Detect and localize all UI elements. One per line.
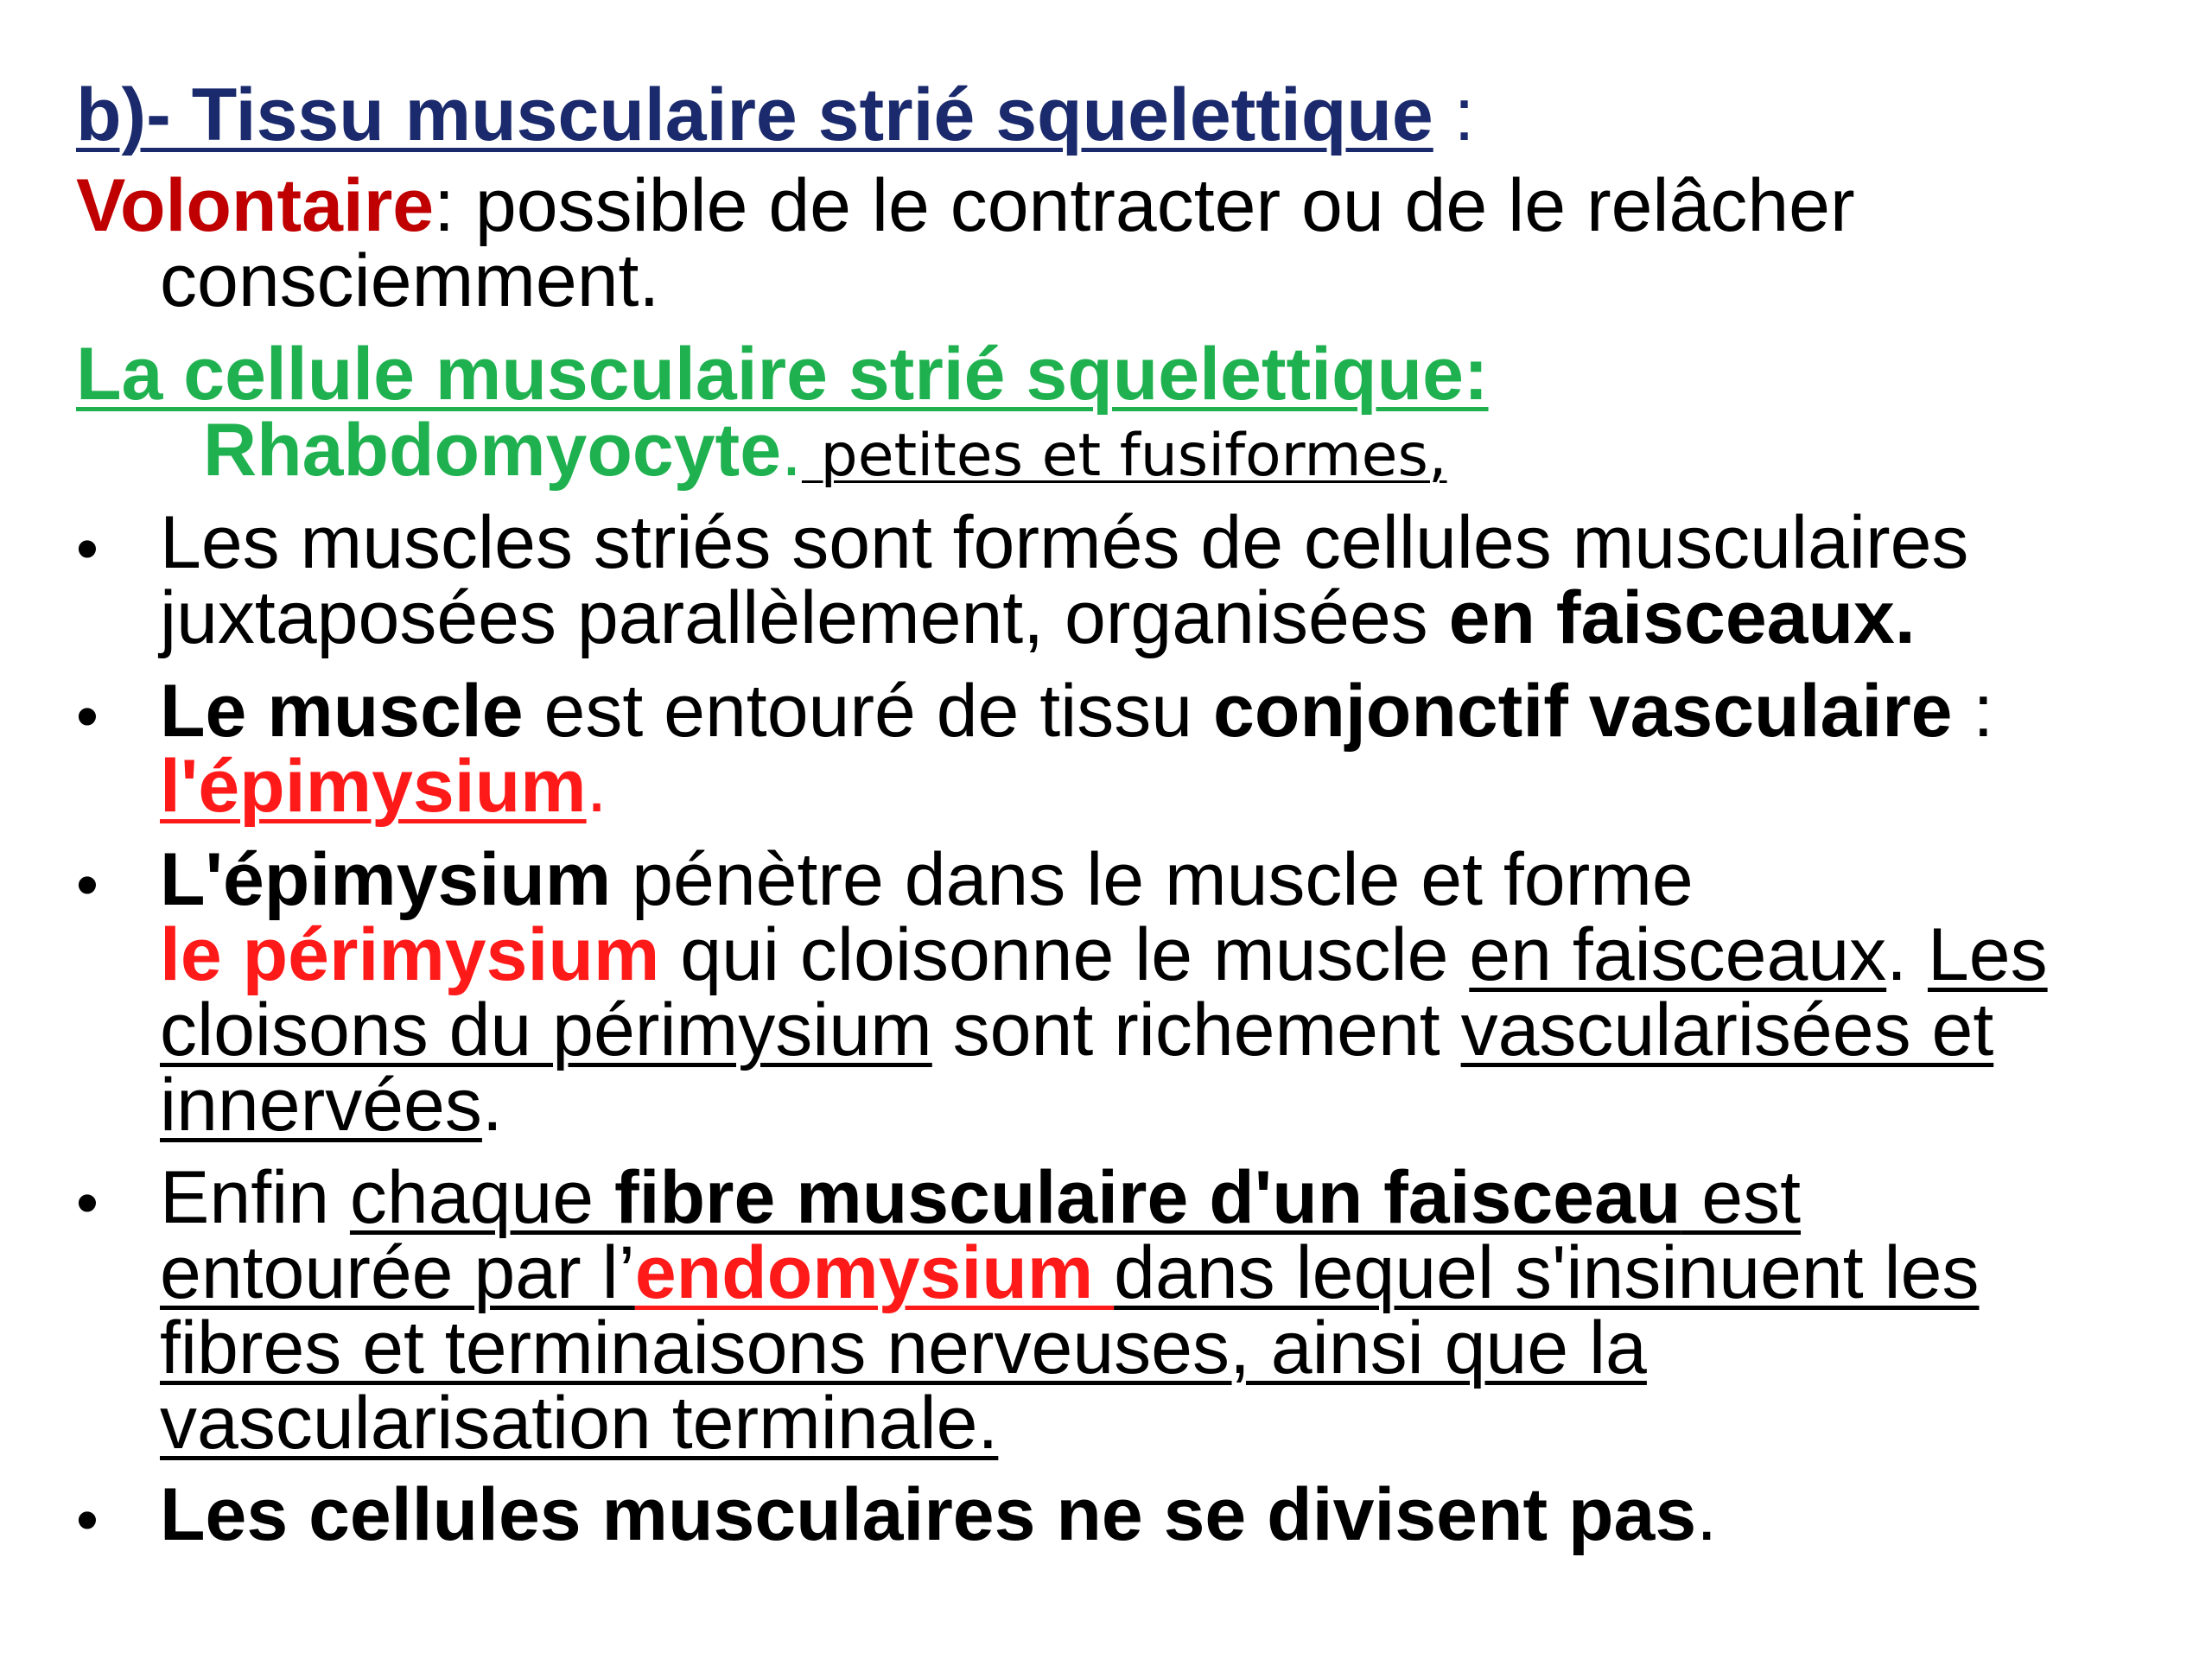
bullet-4-underlined-2: est	[1681, 1156, 1801, 1239]
bullet-glyph: •	[76, 1166, 99, 1238]
cellule-dot: .	[781, 409, 802, 492]
bullet-2-bold-2: conjonctif vasculaire	[1213, 670, 1953, 753]
bullet-3-underlined-3: cloisons du périmysium	[160, 988, 932, 1071]
bullet-3-underlined-1: en faisceaux	[1469, 913, 1887, 996]
bullet-4-underlined-4: dans lequel s'insinuent les	[1114, 1231, 1980, 1314]
volontaire-line-1	[76, 164, 1855, 247]
bullet-3-text: pénètre dans le muscle et forme	[611, 838, 1694, 921]
bullet-3-text-3: .	[1886, 913, 1928, 996]
volontaire-definition-cont: consciemment.	[160, 239, 660, 322]
bullet-glyph: •	[76, 849, 99, 920]
bullet-4-bold-underlined: fibre musculaire d'un faisceau	[613, 1156, 1681, 1239]
bullet-4-underlined-6: vascularisation terminale.	[160, 1382, 999, 1465]
bullet-3-underlined-4: vascularisées et	[1460, 988, 1994, 1071]
cellule-description: petites et fusiformes,	[801, 422, 1447, 490]
bullet-4-underlined-3: entourée par l’	[160, 1231, 635, 1314]
bullet-3-text-4: sont richement	[931, 988, 1461, 1071]
bullet-1-line-2	[160, 576, 1916, 659]
bullet-4-line-1	[160, 1156, 1801, 1239]
bullet-2-line-1	[160, 670, 1994, 753]
section-heading	[76, 73, 1475, 156]
endomysium-term: endomysium	[634, 1231, 1115, 1314]
bullet-4-underlined-1: chaque	[349, 1156, 614, 1239]
heading-title: b)- Tissu musculaire strié squelettique	[76, 73, 1433, 156]
cellule-name: Rhabdomyocyte	[203, 409, 782, 492]
bullet-3-bold: L'épimysium	[160, 838, 612, 921]
bullet-3-underlined-2: Les	[1927, 913, 2048, 996]
bullet-2-bold-1: Le muscle	[160, 670, 524, 753]
bullet-4-text: Enfin	[160, 1156, 350, 1239]
bullet-3-underlined-5: innervées	[160, 1064, 482, 1147]
bullet-5-line-1	[160, 1473, 1718, 1556]
perimysium-term: le périmysium	[160, 913, 660, 996]
bullet-2-text: est entouré de tissu	[523, 670, 1213, 753]
bullet-3-line-2	[160, 913, 2048, 996]
bullet-4-underlined-5: fibres et terminaisons nerveuses, ainsi que la	[160, 1306, 1647, 1389]
bullet-3-end: .	[481, 1064, 503, 1147]
bullet-1-text-cont: juxtaposées parallèlement, organisées	[160, 576, 1449, 659]
bullet-4-line-3	[160, 1306, 1647, 1389]
bullet-3-line-3	[160, 988, 1994, 1071]
bullet-glyph: •	[76, 680, 99, 752]
volontaire-line-2	[160, 239, 660, 322]
cellule-title: La cellule musculaire strié squelettique:	[76, 333, 1489, 416]
volontaire-definition: : possible de le contracter ou de le relâcher	[434, 164, 1855, 247]
epimysium-term: l'épimysium	[160, 745, 587, 828]
bullet-1-text: Les muscles striés sont formés de cellules musculaires	[160, 501, 1969, 584]
bullet-1-line-1	[160, 501, 1969, 584]
volontaire-term: Volontaire	[76, 164, 435, 247]
bullet-glyph: •	[76, 1484, 99, 1555]
bullet-1-bold: en faisceaux.	[1448, 576, 1916, 659]
bullet-5-end: .	[1696, 1473, 1718, 1556]
bullet-2-colon: :	[1952, 670, 1994, 753]
bullet-2-end: .	[586, 745, 607, 828]
cellule-line-2	[203, 409, 1447, 492]
bullet-3-line-4	[160, 1064, 503, 1147]
bullet-5-bold: Les cellules musculaires ne se divisent pas	[160, 1473, 1697, 1556]
bullet-4-line-2	[160, 1231, 1980, 1314]
bullet-4-line-4	[160, 1382, 999, 1465]
bullet-3-line-1	[160, 838, 1694, 921]
heading-colon: :	[1433, 73, 1475, 156]
cellule-heading	[76, 333, 1489, 416]
bullet-2-line-2	[160, 745, 607, 828]
bullet-3-text-2: qui cloisonne le muscle	[659, 913, 1470, 996]
bullet-glyph: •	[76, 512, 99, 584]
